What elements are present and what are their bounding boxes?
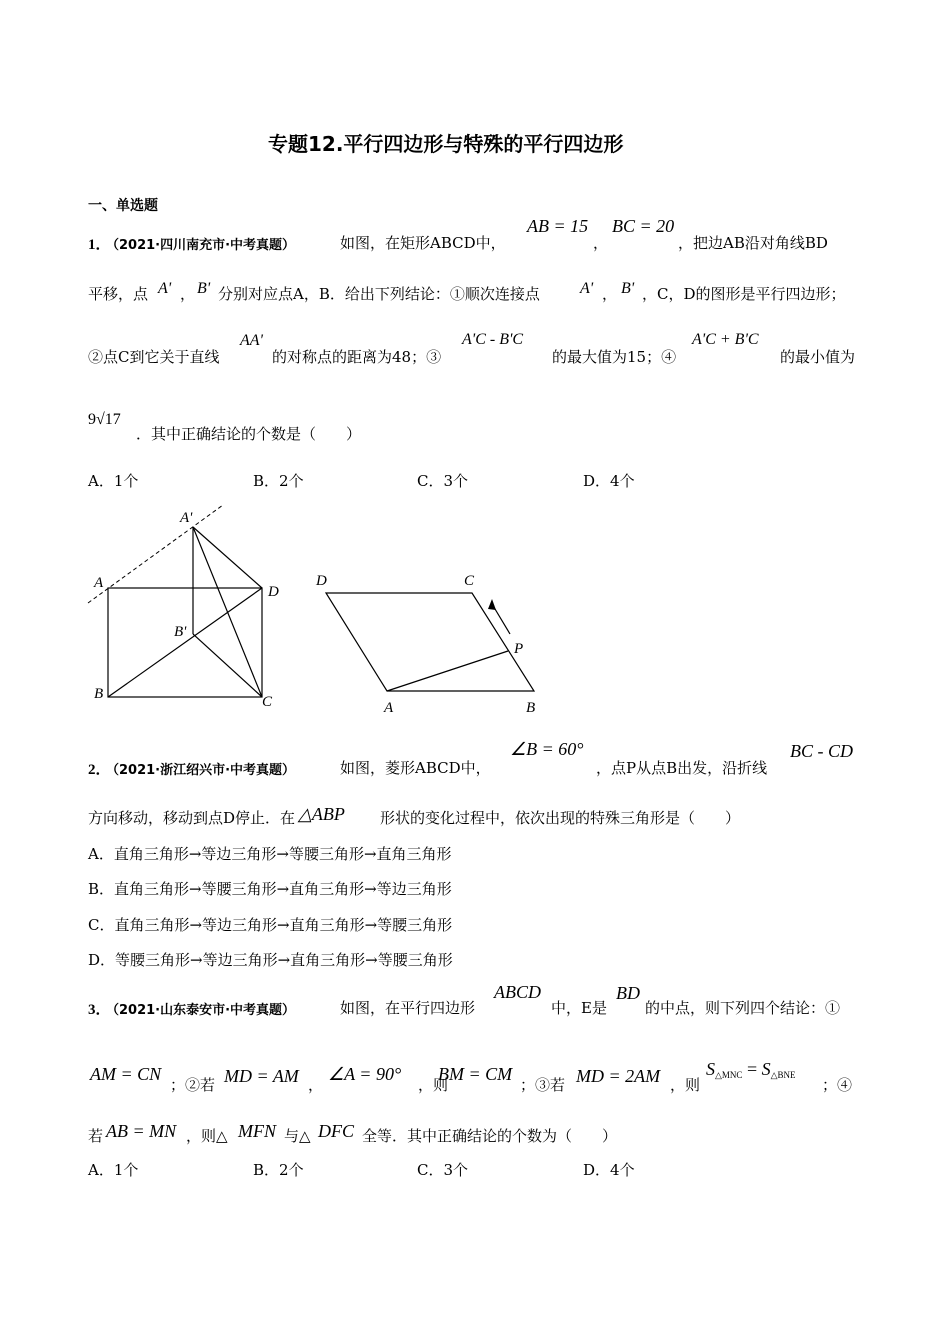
math-expression: AA' [240, 332, 263, 349]
question-source: （2021·山东泰安市·中考真题） [106, 1003, 296, 1018]
label-c: C [464, 573, 475, 589]
option-a: A．1个 [88, 1161, 139, 1179]
math-expression: AM = CN [90, 1064, 162, 1084]
label-d: D [316, 573, 327, 589]
segment-a1c [193, 527, 262, 697]
question-text: 方向移动，移动到点D停止．在 [88, 809, 296, 827]
question-text: 分别对应点A，B．给出下列结论：①顺次连接点 [218, 285, 540, 303]
math-expression: S [706, 1059, 715, 1079]
option-c: C．直角三角形→等边三角形→直角三角形→等腰三角形 [88, 916, 453, 934]
question-text: ②点C到它关于直线 [88, 348, 220, 366]
math-expression: A'C + B'C [692, 331, 759, 348]
label-p: P [514, 641, 524, 657]
question-text: ，C，D的图形是平行四边形； [642, 285, 846, 303]
diagonal-bd [108, 588, 262, 697]
math-expression: 9√17 [88, 411, 121, 428]
math-expression: BC = 20 [612, 216, 675, 236]
math-subscript: △BNE [770, 1070, 796, 1080]
question-text: ；②若 [170, 1076, 216, 1094]
question-text: 如图，在矩形ABCD中， [340, 234, 506, 252]
question-number: 2． [88, 762, 111, 778]
math-expression: ∠B = 60° [510, 739, 584, 759]
question-text: 中，E是 [551, 999, 607, 1017]
question-text: 如图，在平行四边形 [340, 999, 476, 1017]
math-subscript: △MNC [715, 1070, 743, 1080]
question-text: 若 [88, 1127, 104, 1145]
label-b-prime: B' [174, 624, 187, 640]
math-expression: B' [197, 280, 211, 297]
arrow-head [488, 599, 496, 610]
question-number: 3． [88, 1002, 111, 1018]
question-text: 如图，菱形ABCD中， [340, 759, 491, 777]
option-b: B．直角三角形→等腰三角形→直角三角形→等边三角形 [88, 880, 452, 898]
segment-ap [387, 651, 508, 691]
segment-a1d [193, 527, 262, 588]
math-expression: S [761, 1059, 771, 1079]
option-b: B．2个 [253, 472, 304, 490]
math-expression: MD = AM [224, 1066, 299, 1086]
question-text: ， [180, 285, 196, 303]
label-b: B [94, 686, 104, 702]
question-text: ，把边AB沿对角线BD [678, 234, 828, 252]
figure-rectangle-translation [80, 500, 300, 715]
area-expression [706, 1059, 796, 1081]
segment-b1c [193, 634, 262, 697]
math-expression: BC - CD [790, 741, 853, 761]
question-source: （2021·浙江绍兴市·中考真题） [106, 763, 296, 778]
label-d: D [268, 584, 279, 600]
option-c: C．3个 [417, 1161, 469, 1179]
option-a: A．1个 [88, 472, 139, 490]
math-expression: ABCD [494, 982, 541, 1002]
question-text: 平移，点 [88, 285, 149, 303]
label-b: B [526, 700, 536, 716]
label-a: A [94, 575, 104, 591]
math-expression: BM = CM [438, 1064, 513, 1084]
question-text: 的中点，则下列四个结论：① [645, 999, 841, 1017]
question-text: ，点P从点B出发，沿折线 [596, 759, 768, 777]
math-expression: = [746, 1059, 758, 1079]
math-expression: BD [616, 983, 640, 1003]
question-text: ；④ [822, 1076, 853, 1094]
question-text: 形状的变化过程中，依次出现的特殊三角形是（ ） [380, 809, 741, 827]
option-d: D．4个 [583, 1161, 635, 1179]
option-a: A．直角三角形→等边三角形→等腰三角形→直角三角形 [88, 845, 452, 863]
option-b: B．2个 [253, 1161, 304, 1179]
question-text: 全等．其中正确结论的个数为（ ） [362, 1127, 618, 1145]
math-expression: A'C - B'C [462, 331, 524, 348]
page-title: 专题12.平行四边形与特殊的平行四边形 [268, 132, 624, 156]
math-expression: MFN [238, 1121, 276, 1141]
question-text: ．其中正确结论的个数是（ ） [136, 425, 362, 443]
math-expression: MD = 2AM [576, 1066, 661, 1086]
math-expression: AB = MN [106, 1121, 177, 1141]
option-c: C．3个 [417, 472, 469, 490]
math-expression: A' [158, 280, 172, 297]
question-source: （2021·四川南充市·中考真题） [106, 238, 296, 253]
question-text: 与△ [284, 1127, 311, 1145]
section-heading: 一、单选题 [88, 198, 158, 214]
label-a-prime: A' [180, 510, 193, 526]
option-d: D．等腰三角形→等边三角形→直角三角形→等腰三角形 [88, 951, 453, 969]
question-text: ，则△ [186, 1127, 228, 1145]
math-expression: DFC [318, 1121, 354, 1141]
question-text: ，则 [418, 1076, 449, 1094]
math-expression: △ABP [298, 804, 345, 824]
question-text: ，则 [670, 1076, 701, 1094]
figure-rhombus [310, 565, 560, 720]
question-text: 的最大值为15；④ [552, 348, 677, 366]
math-expression: ∠A = 90° [328, 1064, 402, 1084]
question-text: ， [602, 285, 618, 303]
math-expression: A' [580, 280, 594, 297]
label-a: A [384, 700, 394, 716]
question-text: ；③若 [520, 1076, 566, 1094]
label-c: C [262, 694, 273, 710]
question-text: ， [308, 1076, 324, 1094]
option-d: D．4个 [583, 472, 635, 490]
question-text: ， [593, 234, 609, 252]
math-expression: AB = 15 [527, 216, 589, 236]
question-number: 1． [88, 237, 111, 253]
question-text: 的最小值为 [780, 348, 856, 366]
question-text: 的对称点的距离为48；③ [272, 348, 442, 366]
math-expression: B' [621, 280, 635, 297]
